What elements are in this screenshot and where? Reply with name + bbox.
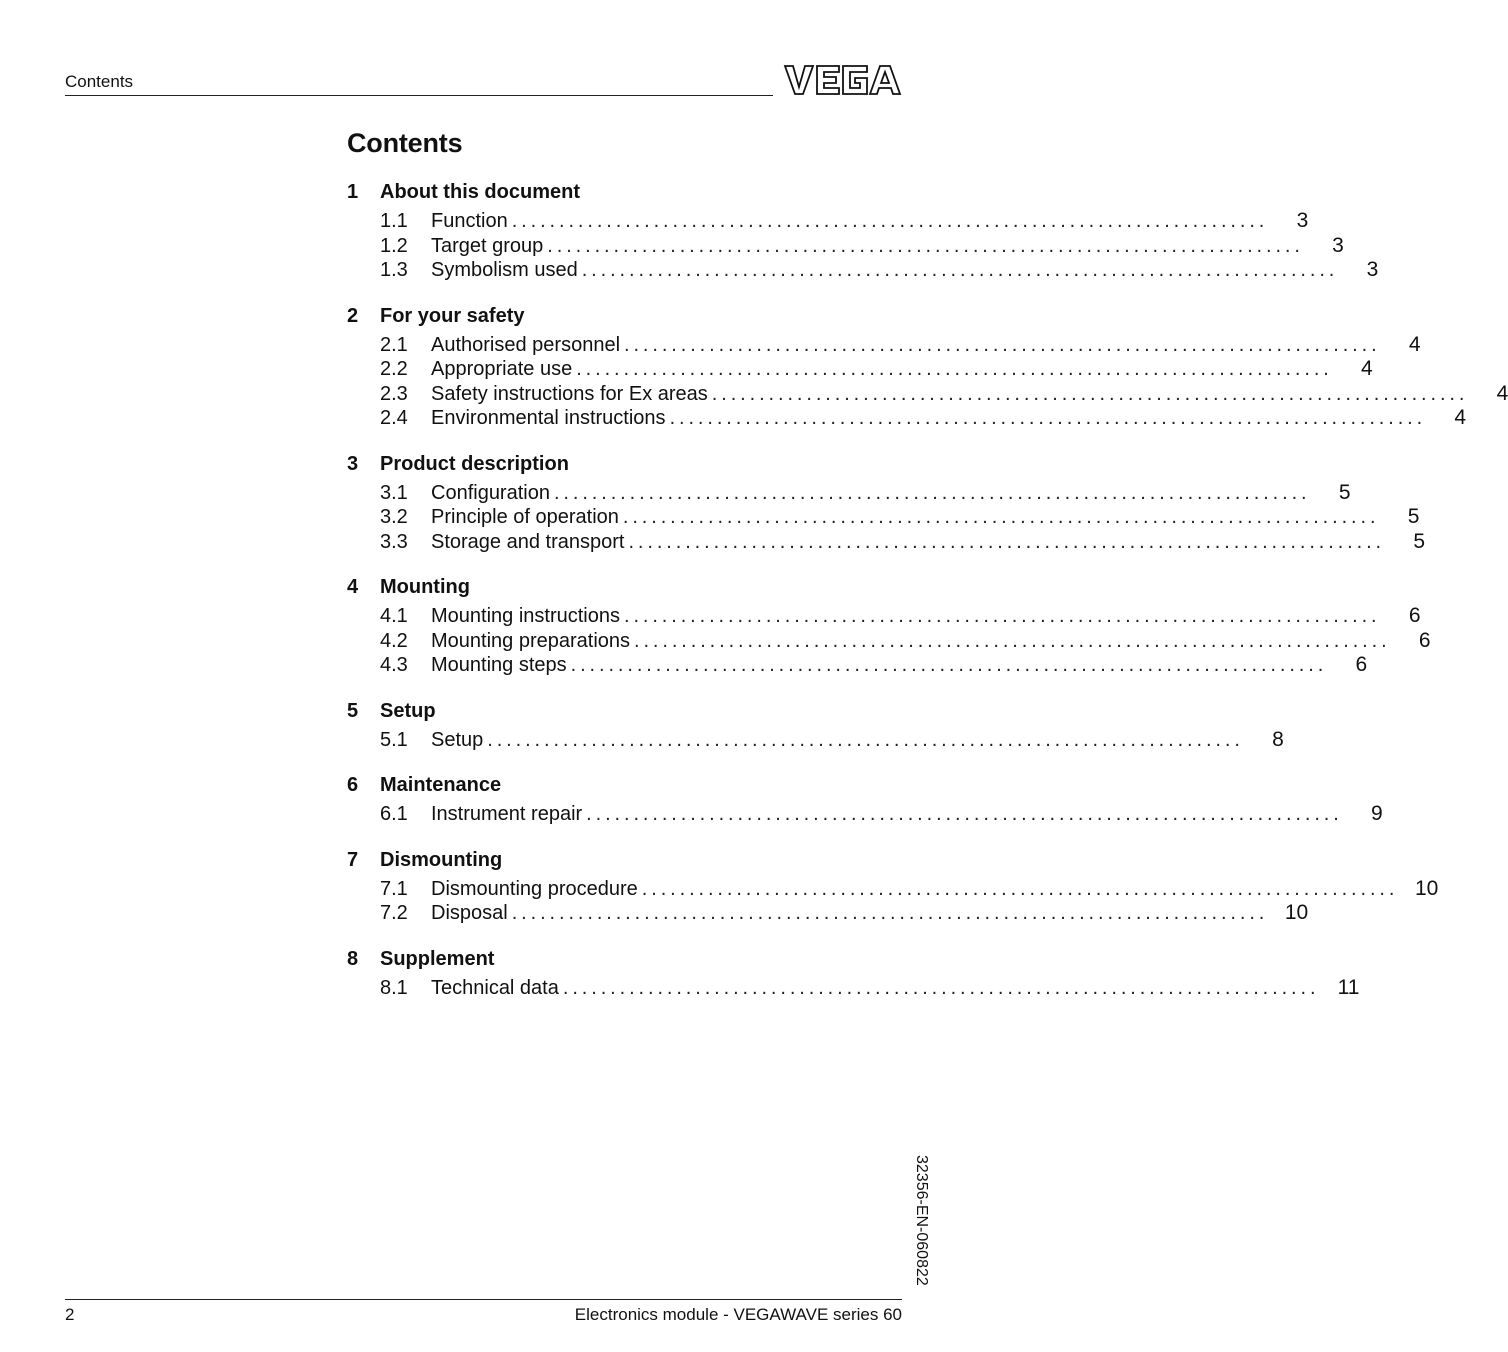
toc-section <box>347 302 1508 431</box>
entry-number: 4.3 <box>380 654 408 676</box>
entry-page-number: 3 <box>1366 258 1379 281</box>
dot-leader: ................................................................................ <box>487 728 1244 751</box>
entry-number: 2.2 <box>380 358 408 380</box>
entry-label: Authorised personnel <box>431 333 621 356</box>
dot-leader: ................................................................................ <box>624 333 1381 356</box>
dot-leader: ................................................................................ <box>586 803 1343 825</box>
dot-leader: ................................................................................ <box>581 259 1339 281</box>
entry-number: 7.2 <box>380 902 408 924</box>
toc-section-heading[interactable] <box>347 573 902 601</box>
entry-page-number: 11 <box>1337 975 1360 999</box>
running-header-title: Contents <box>65 72 134 91</box>
dot-leader: ................................................................................ <box>511 902 1269 924</box>
entry-number: 2.3 <box>380 382 408 405</box>
entry-label: Appropriate use <box>431 358 573 380</box>
toc-entry[interactable] <box>347 233 1344 259</box>
entry-label: Function <box>431 210 508 232</box>
entry-label: Environmental instructions <box>431 407 666 429</box>
section-number: 3 <box>347 452 359 475</box>
footer-document-title: Electronics module - VEGAWAVE series 60 <box>574 1305 902 1324</box>
section-number: 4 <box>347 576 359 598</box>
toc-entry[interactable] <box>347 975 1360 1001</box>
section-number: 5 <box>347 699 359 722</box>
toc-entry[interactable] <box>347 901 1309 926</box>
toc-section <box>347 697 1284 753</box>
toc-entry[interactable] <box>347 332 1421 358</box>
section-title: Maintenance <box>380 774 502 796</box>
dot-leader: ................................................................................ <box>711 382 1469 405</box>
entry-label: Technical data <box>431 976 559 999</box>
entry-label: Symbolism used <box>431 259 578 281</box>
toc-entry[interactable] <box>347 653 1368 678</box>
entry-number: 1.3 <box>380 259 408 281</box>
entry-page-number: 3 <box>1296 209 1309 232</box>
toc-section-heading[interactable] <box>347 945 902 973</box>
dot-leader: ................................................................................ <box>547 234 1304 257</box>
toc-entry[interactable] <box>347 258 1379 283</box>
entry-label: Configuration <box>431 481 550 504</box>
toc-section-heading[interactable] <box>347 178 902 206</box>
dot-leader: ................................................................................ <box>641 877 1399 900</box>
entry-page-number: 4 <box>1496 381 1508 405</box>
entry-label: Mounting steps <box>431 654 567 676</box>
dot-leader: ................................................................................ <box>553 481 1311 504</box>
toc-section-heading[interactable] <box>347 697 902 725</box>
toc-entry[interactable] <box>347 604 1421 629</box>
entry-number: 3.3 <box>380 530 408 553</box>
entry-label: Storage and transport <box>431 530 625 553</box>
header-rule <box>65 95 773 96</box>
entry-number: 6.1 <box>380 803 408 825</box>
toc-entry[interactable] <box>347 357 1373 382</box>
entry-label: Disposal <box>431 902 508 924</box>
dot-leader: ................................................................................ <box>622 506 1380 528</box>
section-number: 6 <box>347 774 359 796</box>
entry-page-number: 10 <box>1284 901 1309 924</box>
entry-label: Mounting instructions <box>431 605 620 627</box>
toc-entry[interactable] <box>347 209 1309 234</box>
entry-page-number: 4 <box>1454 406 1467 429</box>
entry-label: Mounting preparations <box>431 629 631 652</box>
dot-leader: ................................................................................ <box>511 210 1269 232</box>
dot-leader: ................................................................................ <box>576 358 1333 380</box>
vega-logo <box>784 63 902 97</box>
entry-page-number: 5 <box>1407 505 1420 528</box>
toc-section-heading[interactable] <box>347 450 902 478</box>
entry-number: 8.1 <box>380 976 408 999</box>
footer-rule <box>65 1299 902 1300</box>
section-title: Product description <box>380 452 569 475</box>
entry-page-number: 5 <box>1338 480 1351 504</box>
dot-leader: ................................................................................ <box>669 407 1427 429</box>
toc-entry[interactable] <box>347 406 1467 431</box>
entry-number: 3.2 <box>380 506 408 528</box>
entry-label: Safety instructions for Ex areas <box>431 382 708 405</box>
entry-page-number: 3 <box>1332 233 1344 257</box>
entry-page-number: 6 <box>1408 604 1421 627</box>
entry-page-number: 5 <box>1413 529 1425 553</box>
section-number: 2 <box>347 304 359 327</box>
section-number: 7 <box>347 848 359 871</box>
section-title: Setup <box>380 699 436 722</box>
entry-page-number: 4 <box>1408 332 1421 356</box>
entry-page-number: 6 <box>1418 628 1431 652</box>
section-title: Dismounting <box>380 848 503 871</box>
dot-leader: ................................................................................ <box>623 605 1381 627</box>
toc-entry[interactable] <box>347 876 1439 902</box>
section-title: For your safety <box>380 304 525 327</box>
dot-leader: ................................................................................ <box>628 530 1385 553</box>
section-title: Supplement <box>380 947 495 970</box>
entry-number: 7.1 <box>380 877 408 900</box>
toc-section-heading[interactable] <box>347 846 902 874</box>
toc-entry[interactable] <box>347 381 1508 407</box>
entry-label: Instrument repair <box>431 803 583 825</box>
page-number: 2 <box>65 1305 75 1324</box>
document-code: 32356-EN-060822 <box>913 1155 930 1286</box>
entry-page-number: 4 <box>1361 357 1373 380</box>
section-number: 1 <box>347 181 359 203</box>
entry-number: 2.4 <box>380 407 408 429</box>
toc-section <box>347 945 1360 1001</box>
entry-page-number: 9 <box>1371 802 1383 825</box>
entry-page-number: 10 <box>1414 876 1439 900</box>
toc-entry[interactable] <box>347 802 1383 827</box>
toc-section <box>347 846 1439 926</box>
entry-page-number: 8 <box>1272 727 1284 751</box>
toc-entry[interactable] <box>347 480 1351 506</box>
entry-number: 2.1 <box>380 333 408 356</box>
dot-leader: ................................................................................ <box>562 976 1320 999</box>
toc-section <box>347 450 1425 555</box>
section-title: About this document <box>380 181 580 203</box>
entry-number: 3.1 <box>380 481 408 504</box>
dot-leader: ................................................................................ <box>634 629 1391 652</box>
toc-section <box>347 573 1431 678</box>
entry-label: Target group <box>431 234 544 257</box>
table-of-contents <box>347 178 1508 1019</box>
entry-number: 5.1 <box>380 728 408 751</box>
dot-leader: ................................................................................ <box>570 654 1328 676</box>
entry-number: 1.1 <box>380 210 408 232</box>
entry-page-number: 6 <box>1355 653 1368 676</box>
toc-section <box>347 178 1379 283</box>
section-number: 8 <box>347 947 359 970</box>
toc-entry[interactable] <box>347 628 1431 654</box>
toc-entry[interactable] <box>347 505 1420 530</box>
entry-label: Principle of operation <box>431 506 619 528</box>
toc-entry[interactable] <box>347 529 1425 555</box>
entry-label: Setup <box>431 728 484 751</box>
toc-section-heading[interactable] <box>347 771 902 799</box>
section-title: Mounting <box>380 576 470 598</box>
toc-title: Contents <box>347 128 463 158</box>
toc-entry[interactable] <box>347 727 1284 753</box>
toc-section <box>347 771 1383 827</box>
entry-number: 4.2 <box>380 629 408 652</box>
entry-number: 1.2 <box>380 234 408 257</box>
entry-number: 4.1 <box>380 605 408 627</box>
toc-section-heading[interactable] <box>347 302 902 330</box>
entry-label: Dismounting procedure <box>431 877 638 900</box>
